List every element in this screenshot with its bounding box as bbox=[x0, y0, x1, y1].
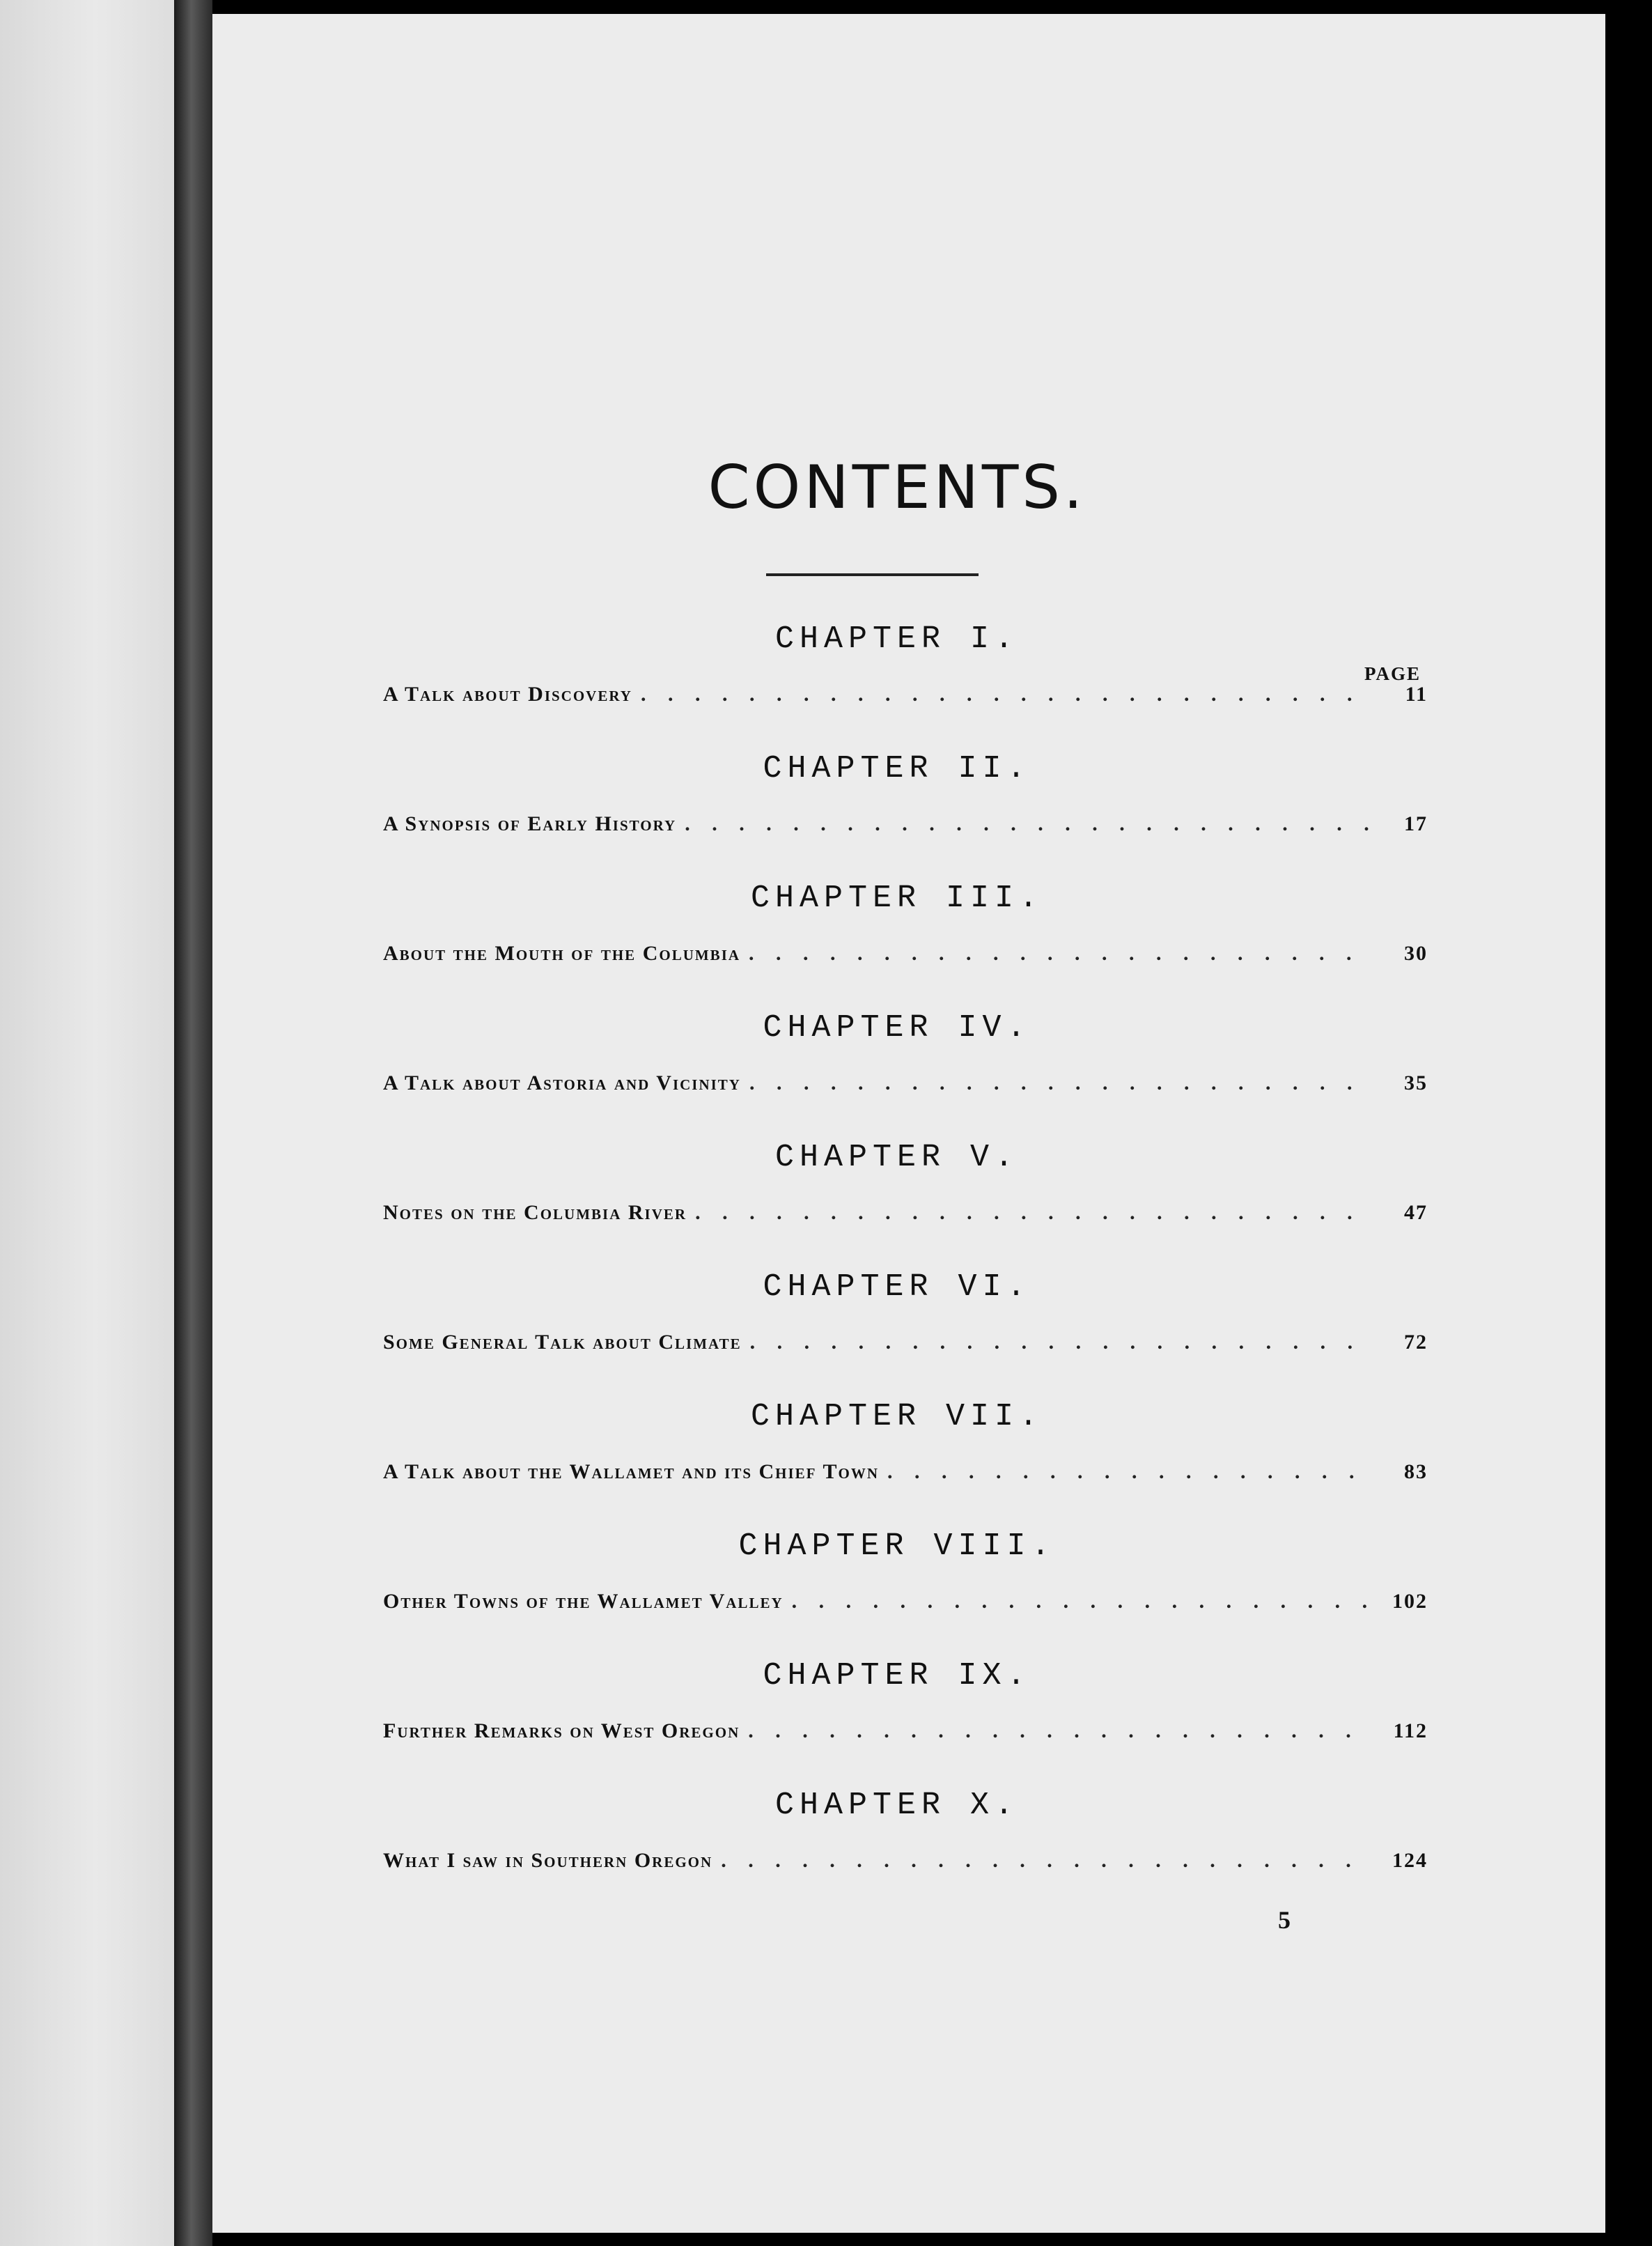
dot-leader bbox=[695, 1201, 1371, 1225]
toc-entry[interactable] bbox=[383, 1849, 1428, 1888]
dot-leader bbox=[887, 1460, 1371, 1484]
page-title: CONTENTS. bbox=[708, 453, 1086, 522]
chapter-page-number: 11 bbox=[1405, 683, 1428, 706]
chapter-2 bbox=[212, 751, 1605, 876]
chapter-page-number: 102 bbox=[1392, 1590, 1428, 1613]
chapter-heading: CHAPTER X. bbox=[774, 1788, 1020, 1823]
chapter-heading: CHAPTER IX. bbox=[763, 1658, 1031, 1694]
chapter-7 bbox=[212, 1399, 1605, 1524]
chapter-heading: CHAPTER VIII. bbox=[738, 1528, 1056, 1564]
chapter-page-number: 83 bbox=[1404, 1460, 1428, 1483]
chapter-heading: CHAPTER V. bbox=[774, 1140, 1020, 1175]
toc-entry[interactable] bbox=[383, 942, 1428, 981]
contents-page bbox=[212, 14, 1605, 2233]
toc-entry[interactable] bbox=[383, 812, 1428, 851]
chapter-heading: CHAPTER IV. bbox=[763, 1010, 1031, 1046]
toc-entry[interactable] bbox=[383, 1590, 1428, 1629]
dot-leader bbox=[721, 1849, 1371, 1873]
chapter-4 bbox=[212, 1010, 1605, 1136]
toc-entry[interactable] bbox=[383, 1201, 1428, 1240]
page-column-label: PAGE bbox=[1364, 663, 1421, 684]
chapter-title: Other Towns of the Wallamet Valley bbox=[383, 1590, 784, 1613]
dot-leader bbox=[792, 1590, 1371, 1613]
chapter-heading: CHAPTER VII. bbox=[750, 1399, 1044, 1434]
chapter-8 bbox=[212, 1528, 1605, 1654]
chapter-title: What I saw in Southern Oregon bbox=[383, 1849, 713, 1872]
chapter-page-number: 30 bbox=[1404, 942, 1428, 965]
chapter-page-number: 17 bbox=[1404, 812, 1428, 835]
dot-leader bbox=[749, 1071, 1371, 1095]
chapter-page-number: 35 bbox=[1404, 1071, 1428, 1094]
chapter-1 bbox=[212, 621, 1605, 747]
chapter-page-number: 124 bbox=[1392, 1849, 1428, 1872]
toc-entry[interactable] bbox=[383, 1071, 1428, 1110]
chapter-6 bbox=[212, 1269, 1605, 1395]
toc-entry[interactable] bbox=[383, 683, 1428, 722]
toc-entry[interactable] bbox=[383, 1331, 1428, 1370]
chapter-9 bbox=[212, 1658, 1605, 1783]
chapter-title: About the Mouth of the Columbia bbox=[383, 942, 741, 965]
scan-border bbox=[1605, 0, 1652, 2246]
chapter-3 bbox=[212, 881, 1605, 1006]
dot-leader bbox=[750, 1331, 1371, 1354]
chapter-title: Notes on the Columbia River bbox=[383, 1201, 687, 1224]
chapter-page-number: 47 bbox=[1404, 1201, 1428, 1224]
chapter-title: A Talk about the Wallamet and its Chief Town bbox=[383, 1460, 879, 1483]
chapter-title: Further Remarks on West Oregon bbox=[383, 1719, 740, 1742]
chapter-page-number: 72 bbox=[1404, 1331, 1428, 1354]
dot-leader bbox=[685, 812, 1371, 836]
chapter-page-number: 112 bbox=[1393, 1719, 1428, 1742]
chapter-5 bbox=[212, 1140, 1605, 1265]
chapter-title: A Talk about Discovery bbox=[383, 683, 632, 706]
chapter-title: A Talk about Astoria and Vicinity bbox=[383, 1071, 741, 1094]
book-gutter bbox=[174, 0, 212, 2246]
chapter-10 bbox=[212, 1788, 1605, 1913]
table-of-contents bbox=[212, 14, 1605, 2233]
chapter-title: A Synopsis of Early History bbox=[383, 812, 677, 835]
toc-entry[interactable] bbox=[383, 1719, 1428, 1758]
chapter-title: Some General Talk about Climate bbox=[383, 1331, 742, 1354]
chapter-heading: CHAPTER I. bbox=[774, 621, 1020, 657]
dot-leader bbox=[641, 683, 1371, 706]
toc-entry[interactable] bbox=[383, 1460, 1428, 1499]
dot-leader bbox=[749, 942, 1371, 966]
chapter-heading: CHAPTER II. bbox=[763, 751, 1031, 787]
folio-page-number: 5 bbox=[1278, 1906, 1291, 1934]
dot-leader bbox=[748, 1719, 1371, 1743]
chapter-heading: CHAPTER VI. bbox=[763, 1269, 1031, 1305]
chapter-heading: CHAPTER III. bbox=[750, 881, 1044, 916]
facing-page bbox=[0, 0, 174, 2246]
